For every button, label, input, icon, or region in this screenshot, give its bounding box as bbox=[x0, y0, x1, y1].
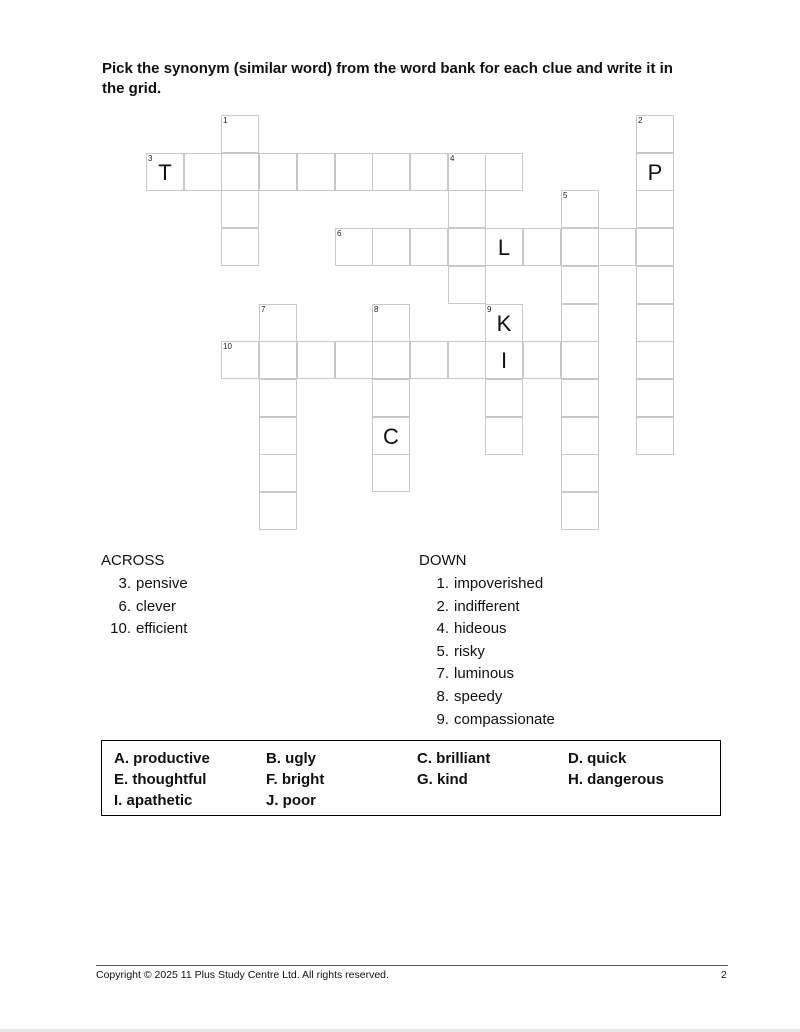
grid-cell[interactable] bbox=[259, 153, 297, 191]
grid-cell[interactable] bbox=[410, 228, 448, 266]
clue-text: compassionate bbox=[454, 710, 555, 728]
grid-cell[interactable] bbox=[636, 228, 674, 266]
grid-cell[interactable] bbox=[636, 266, 674, 304]
clue-text: indifferent bbox=[454, 597, 520, 615]
grid-cell[interactable] bbox=[448, 153, 486, 191]
word-bank-item: F. bright bbox=[266, 771, 325, 788]
down-clue-list bbox=[419, 573, 555, 731]
grid-cell[interactable] bbox=[335, 153, 373, 191]
down-clue bbox=[419, 663, 555, 686]
clue-number: 3 bbox=[148, 154, 153, 163]
down-clue bbox=[419, 618, 555, 641]
grid-cell[interactable] bbox=[636, 190, 674, 228]
grid-cell[interactable] bbox=[184, 153, 222, 191]
clue-number: 1 bbox=[223, 116, 228, 125]
grid-cell[interactable] bbox=[598, 228, 636, 266]
down-clue bbox=[419, 596, 555, 619]
grid-cell[interactable] bbox=[221, 228, 259, 266]
prefilled-letter: L bbox=[497, 235, 511, 260]
grid-cell[interactable] bbox=[561, 341, 599, 379]
grid-cell[interactable] bbox=[636, 153, 674, 191]
clue-text: efficient bbox=[136, 620, 188, 638]
grid-cell[interactable] bbox=[372, 341, 410, 379]
clue-number: 4 bbox=[450, 154, 455, 163]
grid-cell[interactable] bbox=[259, 492, 297, 530]
grid-cell[interactable] bbox=[410, 153, 448, 191]
clue-number-label: 10. bbox=[110, 620, 131, 638]
grid-cell[interactable] bbox=[561, 492, 599, 530]
grid-cell[interactable] bbox=[636, 115, 674, 153]
clue-text: risky bbox=[454, 642, 485, 660]
grid-cell[interactable] bbox=[561, 266, 599, 304]
grid-cell[interactable] bbox=[561, 190, 599, 228]
grid-cell[interactable] bbox=[485, 341, 523, 379]
clue-number: 6 bbox=[337, 229, 342, 238]
grid-cell[interactable] bbox=[372, 153, 410, 191]
grid-cell[interactable] bbox=[221, 115, 259, 153]
grid-cell[interactable] bbox=[485, 417, 523, 455]
word-bank-item: H. dangerous bbox=[568, 771, 664, 788]
clue-number-label: 9. bbox=[436, 710, 449, 728]
word-bank-item: A. productive bbox=[114, 750, 210, 767]
grid-cell[interactable] bbox=[372, 417, 410, 455]
clue-number-label: 6. bbox=[118, 597, 131, 615]
prefilled-letter: K bbox=[496, 311, 512, 336]
clue-text: speedy bbox=[454, 687, 503, 705]
grid-cell[interactable] bbox=[448, 190, 486, 228]
grid-cell[interactable] bbox=[561, 417, 599, 455]
grid-cell[interactable] bbox=[448, 266, 486, 304]
grid-cell[interactable] bbox=[372, 379, 410, 417]
grid-cell[interactable] bbox=[335, 228, 373, 266]
grid-cell[interactable] bbox=[372, 454, 410, 492]
grid-cell[interactable] bbox=[335, 341, 373, 379]
clue-number-label: 2. bbox=[436, 597, 449, 615]
prefilled-letter: P bbox=[647, 160, 663, 185]
grid-cell[interactable] bbox=[410, 341, 448, 379]
down-clue bbox=[419, 641, 555, 664]
grid-cell[interactable] bbox=[523, 341, 561, 379]
clue-text: clever bbox=[136, 597, 177, 615]
grid-cell[interactable] bbox=[372, 304, 410, 342]
grid-cell[interactable] bbox=[561, 454, 599, 492]
clue-number: 7 bbox=[261, 305, 266, 314]
grid-cell[interactable] bbox=[297, 341, 335, 379]
clue-text: pensive bbox=[136, 575, 188, 592]
grid-cell[interactable] bbox=[146, 153, 184, 191]
clue-number: 2 bbox=[638, 116, 643, 125]
prefilled-letter: C bbox=[383, 424, 399, 449]
grid-cell[interactable] bbox=[485, 304, 523, 342]
across-clue bbox=[101, 573, 188, 596]
clue-number-label: 3. bbox=[118, 575, 131, 592]
clue-text: impoverished bbox=[454, 575, 544, 592]
clue-number-label: 7. bbox=[436, 665, 449, 683]
grid-cell[interactable] bbox=[221, 341, 259, 379]
across-clue bbox=[101, 618, 188, 641]
grid-cell[interactable] bbox=[485, 153, 523, 191]
word-bank-item: C. brilliant bbox=[417, 750, 491, 767]
grid-cell[interactable] bbox=[259, 379, 297, 417]
clue-number: 8 bbox=[374, 305, 379, 314]
grid-cell[interactable] bbox=[523, 228, 561, 266]
clue-number-label: 8. bbox=[436, 687, 449, 705]
word-bank-item: G. kind bbox=[417, 771, 468, 788]
instructions: Pick the synonym (similar word) from the word bank for each clue and write it in the grid. bbox=[102, 60, 673, 97]
grid-cell[interactable] bbox=[221, 190, 259, 228]
down-clue bbox=[419, 709, 555, 732]
footer-divider bbox=[96, 965, 728, 966]
prefilled-letter: I bbox=[500, 348, 508, 373]
grid-cell[interactable] bbox=[372, 228, 410, 266]
down-clue bbox=[419, 573, 555, 596]
clue-number-label: 5. bbox=[436, 642, 449, 660]
across-clue-list bbox=[101, 573, 188, 641]
grid-cell[interactable] bbox=[561, 304, 599, 342]
grid-cell[interactable] bbox=[485, 379, 523, 417]
grid-cell[interactable] bbox=[221, 153, 259, 191]
grid-cell[interactable] bbox=[485, 228, 523, 266]
clue-number: 9 bbox=[487, 305, 492, 314]
across-heading: ACROSS bbox=[101, 552, 165, 569]
word-bank bbox=[101, 740, 721, 816]
grid-cell[interactable] bbox=[636, 417, 674, 455]
grid-cell[interactable] bbox=[561, 228, 599, 266]
grid-cell[interactable] bbox=[448, 228, 486, 266]
grid-cell[interactable] bbox=[259, 304, 297, 342]
grid-cell[interactable] bbox=[259, 454, 297, 492]
grid-cell[interactable] bbox=[448, 341, 486, 379]
clue-number-label: 1. bbox=[436, 575, 449, 592]
clue-text: hideous bbox=[454, 620, 507, 638]
prefilled-letter: T bbox=[158, 160, 172, 185]
word-bank-item: D. quick bbox=[568, 750, 627, 767]
copyright-text: Copyright © 2025 11 Plus Study Centre Ltd. All rights reserved. bbox=[96, 969, 389, 981]
grid-cell[interactable] bbox=[561, 379, 599, 417]
grid-cell[interactable] bbox=[636, 379, 674, 417]
word-bank-item: J. poor bbox=[266, 792, 317, 809]
grid-cell[interactable] bbox=[636, 341, 674, 379]
across-clue bbox=[101, 596, 188, 619]
clue-number: 5 bbox=[563, 191, 568, 200]
grid-cell[interactable] bbox=[297, 153, 335, 191]
down-heading: DOWN bbox=[419, 552, 467, 569]
word-bank-item: B. ugly bbox=[266, 750, 317, 767]
page-number: 2 bbox=[721, 969, 727, 981]
grid-cell[interactable] bbox=[259, 341, 297, 379]
word-bank-item: E. thoughtful bbox=[114, 771, 207, 788]
clue-number-label: 4. bbox=[436, 620, 449, 638]
word-bank-item: I. apathetic bbox=[114, 792, 193, 809]
grid-cell[interactable] bbox=[259, 417, 297, 455]
clue-text: luminous bbox=[454, 665, 515, 683]
grid-cell[interactable] bbox=[636, 304, 674, 342]
clue-number: 10 bbox=[223, 342, 232, 351]
down-clue bbox=[419, 686, 555, 709]
